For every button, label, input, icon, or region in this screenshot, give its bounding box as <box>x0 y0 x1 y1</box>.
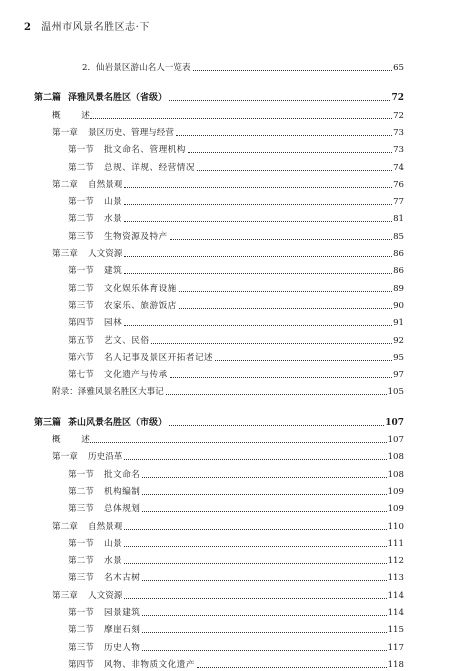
dot-leader <box>142 614 386 616</box>
toc-entry-page: 117 <box>387 642 404 653</box>
toc-entry <box>52 384 404 398</box>
toc-entry-page: 118 <box>387 659 404 670</box>
dot-leader <box>124 324 392 326</box>
dot-leader <box>166 393 387 395</box>
toc-entry-title: 名人记事及景区开拓者记述 <box>104 352 214 363</box>
toc-entry-page: 115 <box>387 625 404 636</box>
toc-entry-number: 第二节 <box>68 625 94 636</box>
toc-entry-label <box>52 386 164 398</box>
toc-entry <box>68 570 404 584</box>
dot-leader <box>124 255 392 257</box>
toc-entry-page: 81 <box>393 214 404 225</box>
toc-entry-title: 山景 <box>104 538 123 549</box>
toc-entry <box>52 108 404 122</box>
dot-leader <box>170 238 392 240</box>
toc-entry-number: 第四节 <box>68 659 94 670</box>
toc-entry-title: 批文命名、管理机构 <box>104 145 186 156</box>
dot-leader <box>90 441 387 443</box>
toc-entry-label <box>68 572 140 584</box>
toc-entry-number: 第一章 <box>52 452 78 463</box>
toc-entry-label <box>68 231 168 243</box>
toc-entry-page: 90 <box>393 300 404 311</box>
toc-entry <box>68 211 404 225</box>
toc-entry-title: 园林 <box>104 318 123 329</box>
toc-entry-page: 76 <box>393 179 404 190</box>
toc-entry-number: 第一节 <box>68 608 94 618</box>
toc-entry-title: 园景建筑 <box>104 608 141 618</box>
toc-entry-label <box>68 555 122 567</box>
toc-entry-label <box>68 162 195 174</box>
dot-leader <box>124 545 386 547</box>
toc-entry-title: 总规、详规、经营情况 <box>104 162 195 173</box>
toc-entry <box>68 605 404 619</box>
toc-entry-label <box>68 283 177 295</box>
toc-entry <box>34 415 404 429</box>
toc-entry-number: 第六节 <box>68 352 94 363</box>
toc-entry-title: 茶山风景名胜区（市级） <box>68 417 168 428</box>
toc-entry-label <box>68 317 122 329</box>
toc-entry-title: 景区历史、管理与经营 <box>88 127 174 138</box>
toc-entry-label <box>68 486 140 498</box>
toc-entry-label <box>68 469 140 481</box>
running-header <box>24 18 150 33</box>
toc-entry <box>68 553 404 567</box>
toc-entry-page: 73 <box>393 127 404 138</box>
toc-entry-page: 74 <box>393 162 404 173</box>
dot-leader <box>142 631 386 633</box>
toc-entry-page: 73 <box>393 145 404 156</box>
toc-entry-number: 第三章 <box>52 249 78 259</box>
book-title: 温州市风景名胜区志·下 <box>41 22 150 33</box>
toc-entry-title: 山景 <box>104 197 123 208</box>
toc-entry-page: 110 <box>387 521 404 532</box>
toc-entry-page: 95 <box>393 352 404 363</box>
dot-leader <box>124 220 392 222</box>
dot-leader <box>151 342 392 344</box>
toc-entry-number: 第三节 <box>68 300 94 311</box>
toc-entry-number: 第二节 <box>68 556 94 567</box>
toc-entry-number: 第二节 <box>68 162 94 173</box>
toc-entry-label <box>68 624 140 636</box>
toc-entry-number: 第三节 <box>68 642 94 653</box>
toc-entry <box>68 333 404 347</box>
toc-entry-number: 第三节 <box>68 231 94 242</box>
toc-entry-page: 86 <box>393 249 404 259</box>
toc-entry <box>68 194 404 208</box>
toc-entry-title: 总体规划 <box>104 504 141 515</box>
dot-leader <box>124 458 386 460</box>
dot-leader <box>142 493 386 495</box>
toc-entry-label <box>34 417 167 429</box>
toc-entry-title: 自然景观 <box>88 179 123 190</box>
toc-entry-number: 第一节 <box>68 538 94 549</box>
toc-entry-label <box>68 503 140 515</box>
dot-leader <box>197 169 392 171</box>
toc-entry <box>82 60 404 74</box>
toc-entry <box>68 281 404 295</box>
toc-entry-label <box>52 179 122 191</box>
dot-leader <box>215 359 392 361</box>
toc-entry-label <box>34 92 167 104</box>
toc-entry-number: 第五节 <box>68 335 94 346</box>
toc-entry-label <box>52 521 122 533</box>
toc-entry <box>68 484 404 498</box>
toc-entry-number: 第三节 <box>68 573 94 584</box>
toc-entry <box>68 657 404 671</box>
dot-leader <box>179 290 392 292</box>
dot-leader <box>176 134 392 136</box>
toc-entry-label <box>68 196 122 208</box>
toc-entry-page: 107 <box>387 435 404 445</box>
toc-entry-title: 泽雅风景名胜区（省级） <box>68 93 168 104</box>
dot-leader <box>124 272 392 274</box>
dot-leader <box>197 666 387 668</box>
toc-entry-label <box>52 451 122 463</box>
toc-entry-title: 文化娱乐体育设施 <box>104 283 177 294</box>
toc-entry-title: 艺文、民俗 <box>104 335 150 346</box>
toc-entry <box>68 501 404 515</box>
toc-entry-label <box>52 434 96 446</box>
toc-entry-number: 第二篇 <box>34 93 62 104</box>
toc-entry-number: 第二章 <box>52 179 78 190</box>
toc-entry <box>52 449 404 463</box>
toc-entry-number: 第一节 <box>68 197 94 208</box>
toc-entry-title: 水景 <box>104 214 123 225</box>
toc-entry-title: 摩崖石刻 <box>104 625 141 636</box>
toc-entry <box>68 263 404 277</box>
toc-entry <box>68 142 404 156</box>
toc-entry <box>52 125 404 139</box>
toc-entry <box>68 160 404 174</box>
toc-entry-page: 109 <box>387 504 404 515</box>
toc-entry-title: 历史沿革 <box>88 452 123 463</box>
toc-entry <box>68 622 404 636</box>
toc-entry <box>68 367 404 381</box>
toc-entry <box>68 315 404 329</box>
dot-leader <box>142 649 386 651</box>
toc-entry <box>68 350 404 364</box>
toc-entry-page: 111 <box>387 538 404 549</box>
toc-entry-title: 名木古树 <box>104 573 141 584</box>
toc-entry-title: 批文命名 <box>104 469 141 480</box>
toc-entry-title: 历史人物 <box>104 642 141 653</box>
toc-entry <box>68 467 404 481</box>
toc-entry-page: 97 <box>393 370 404 381</box>
toc-entry <box>52 432 404 446</box>
toc-entry-label <box>68 265 122 277</box>
toc-entry-page: 72 <box>393 110 404 121</box>
toc-entry-title: 农家乐、旅游饭店 <box>104 300 177 311</box>
toc-entry-label <box>68 352 213 364</box>
toc-entry-page: 112 <box>387 556 404 567</box>
toc-entry-number: 第三节 <box>68 504 94 515</box>
dot-leader <box>188 151 392 153</box>
dot-leader <box>124 562 386 564</box>
toc-entry-label <box>68 607 140 619</box>
toc-entry-label <box>68 642 140 654</box>
toc-entry-page: 65 <box>393 63 404 73</box>
toc-entry <box>68 640 404 654</box>
toc-entry <box>68 229 404 243</box>
toc-entry-label <box>82 62 191 74</box>
toc-entry-number: 第二节 <box>68 214 94 225</box>
toc-entry-title: 附录：泽雅风景名胜区大事记 <box>52 387 164 398</box>
toc-entry-label <box>52 110 96 122</box>
toc-entry-number: 概 述 <box>52 435 96 445</box>
toc-entry-title: 人文资源 <box>88 590 123 601</box>
toc-entry-number: 第四节 <box>68 318 94 329</box>
toc-entry-number: 第一章 <box>52 127 78 138</box>
toc-entry-label <box>52 590 122 602</box>
toc-entry-page: 85 <box>393 231 404 242</box>
toc-entry-label <box>52 127 174 139</box>
dot-leader <box>169 99 390 101</box>
toc-entry-page: 113 <box>387 573 404 584</box>
toc-entry-page: 105 <box>387 387 404 398</box>
dot-leader <box>142 510 386 512</box>
toc-entry <box>52 519 404 533</box>
toc-entry-page: 114 <box>387 590 404 601</box>
dot-leader <box>124 528 386 530</box>
toc-entry-page: 107 <box>385 417 404 428</box>
toc-entry-number: 第一节 <box>68 469 94 480</box>
toc-entry-page: 108 <box>387 469 404 480</box>
toc-entry-label <box>68 538 122 550</box>
toc-entry-page: 108 <box>387 452 404 463</box>
toc-entry-page: 92 <box>393 335 404 346</box>
toc-entry-label <box>68 300 177 312</box>
toc-entry-page: 114 <box>387 608 404 618</box>
toc-entry <box>34 90 404 104</box>
toc-entry-title: 水景 <box>104 556 123 567</box>
toc-entry-page: 91 <box>393 318 404 329</box>
page-number: 2 <box>24 22 32 33</box>
toc-entry-label <box>68 213 122 225</box>
toc-entry-number: 第三章 <box>52 590 78 601</box>
toc-entry-title: 建筑 <box>104 266 123 277</box>
dot-leader <box>179 307 392 309</box>
toc-entry-title: 2．仙岩景区游山名人一览表 <box>82 63 191 73</box>
toc-entry-number: 第三篇 <box>34 417 62 428</box>
toc-entry-number: 第二节 <box>68 283 94 294</box>
dot-leader <box>169 424 384 426</box>
toc-entry-page: 89 <box>393 283 404 294</box>
toc-entry-page: 86 <box>393 266 404 277</box>
toc-entry-label <box>68 369 168 381</box>
toc-entry-title: 风物、非物质文化遗产 <box>104 659 195 670</box>
toc-entry-label <box>68 335 149 347</box>
toc-entry-page: 77 <box>393 197 404 208</box>
dot-leader <box>142 476 386 478</box>
toc-entry-number: 第一节 <box>68 145 94 156</box>
toc-entry <box>68 536 404 550</box>
dot-leader <box>193 69 392 71</box>
toc-entry-title: 人文资源 <box>88 249 123 259</box>
toc-entry-number: 第二节 <box>68 486 94 497</box>
toc-entry-label <box>68 144 186 156</box>
toc-entry-title: 生物资源及特产 <box>104 231 168 242</box>
dot-leader <box>90 117 392 119</box>
dot-leader <box>170 376 392 378</box>
toc-entry <box>52 588 404 602</box>
toc-entry-number: 第一节 <box>68 266 94 277</box>
toc-entry-number: 第二章 <box>52 521 78 532</box>
toc-entry <box>52 246 404 260</box>
dot-leader <box>124 597 386 599</box>
toc-entry-page: 72 <box>391 93 404 104</box>
toc-entry-title: 自然景观 <box>88 521 123 532</box>
toc-entry-title: 文化遗产与传承 <box>104 370 168 381</box>
toc-entry-number: 概 述 <box>52 110 96 121</box>
dot-leader <box>142 579 386 581</box>
toc-entry-title: 机构编制 <box>104 486 141 497</box>
toc-entry <box>68 298 404 312</box>
toc-entry-label <box>68 659 195 671</box>
toc-entry-page: 109 <box>387 486 404 497</box>
toc-entry-number: 第七节 <box>68 370 94 381</box>
dot-leader <box>124 203 392 205</box>
dot-leader <box>124 186 392 188</box>
toc-entry-label <box>52 248 122 260</box>
toc-entry <box>52 177 404 191</box>
